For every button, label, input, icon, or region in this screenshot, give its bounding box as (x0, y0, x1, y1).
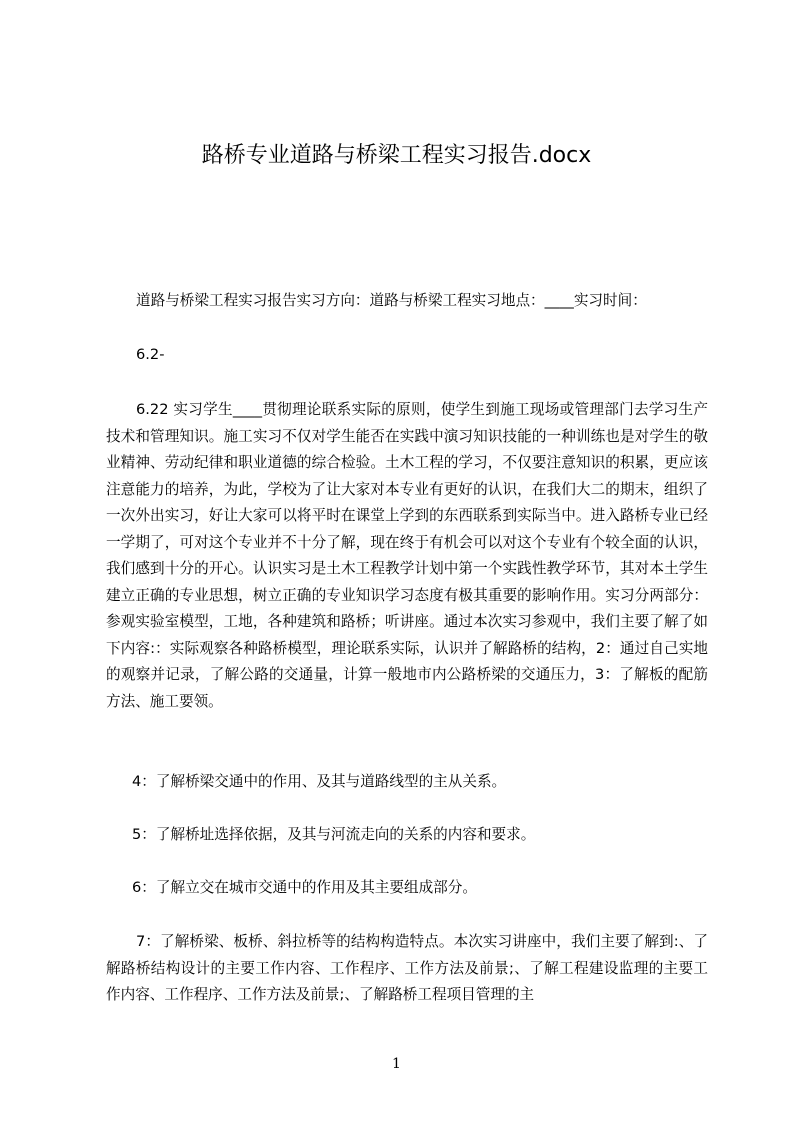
page-number: 1 (392, 1056, 401, 1072)
document-title: 路桥专业道路与桥梁工程实习报告.docx (201, 143, 592, 168)
paragraph-date-start: 6.2- (136, 346, 165, 363)
paragraph-item-6: 6：了解立交在城市交通中的作用及其主要组成部分。 (132, 879, 477, 896)
paragraph-report-header: 道路与桥梁工程实习报告实习方向：道路与桥梁工程实习地点：____实习时间： (136, 292, 647, 309)
paragraph-item-5: 5：了解桥址选择依据，及其与河流走向的关系的内容和要求。 (132, 826, 536, 843)
paragraph-main-body: 6.22 实习学生____贯彻理论联系实际的原则，使学生到施工现场或管理部门去学习生产技术和管理知识。施工实习不仅对学生能否在实践中演习知识技能的一种训练也是对学生的敬业精神、劳动纪律和职业道德的综合检验。土木工程的学习，不仅要注意知识的积累，更应该注意能力的培养，为此，学校为了让大家对本专业有更好的认识，在我们大二的期末，组织了一次外出实习，好让大家可以将平时在课堂上学到的东西联系到实际当中。进入路桥专业已经一学期了，可对这个专业并不十分了解，现在终于有机会可以对这个专业有个较全面的认识，我们感到十分的开心。认识实习是土木工程教学计划中第一个实践性教学环节，其对本土学生建立正确的专业思想，树立正确的专业知识学习态度有极其重要的影响作用。实习分两部分：参观实验室模型，工地，各种建筑和路桥；听讲座。通过本次实习参观中，我们主要了解了如下内容:：实际观察各种路桥模型，理论联系实际，认识并了解路桥的结构，2：通过自己实地的观察并记录，了解公路的交通量，计算一般地市内公路桥梁的交通压力，3：了解板的配筋方法、施工要领。 (106, 401, 708, 710)
paragraph-item-7: 7：了解桥梁、板桥、斜拉桥等的结构构造特点。本次实习讲座中，我们主要了解到:、了解路桥结构设计的主要工作内容、工作程序、工作方法及前景;、了解工程建设监理的主要工作内容、工作程序、工作方法及前景;、了解路桥工程项目管理的主 (106, 933, 708, 1003)
paragraph-item-4: 4：了解桥梁交通中的作用、及其与道路线型的主从关系。 (132, 773, 507, 790)
